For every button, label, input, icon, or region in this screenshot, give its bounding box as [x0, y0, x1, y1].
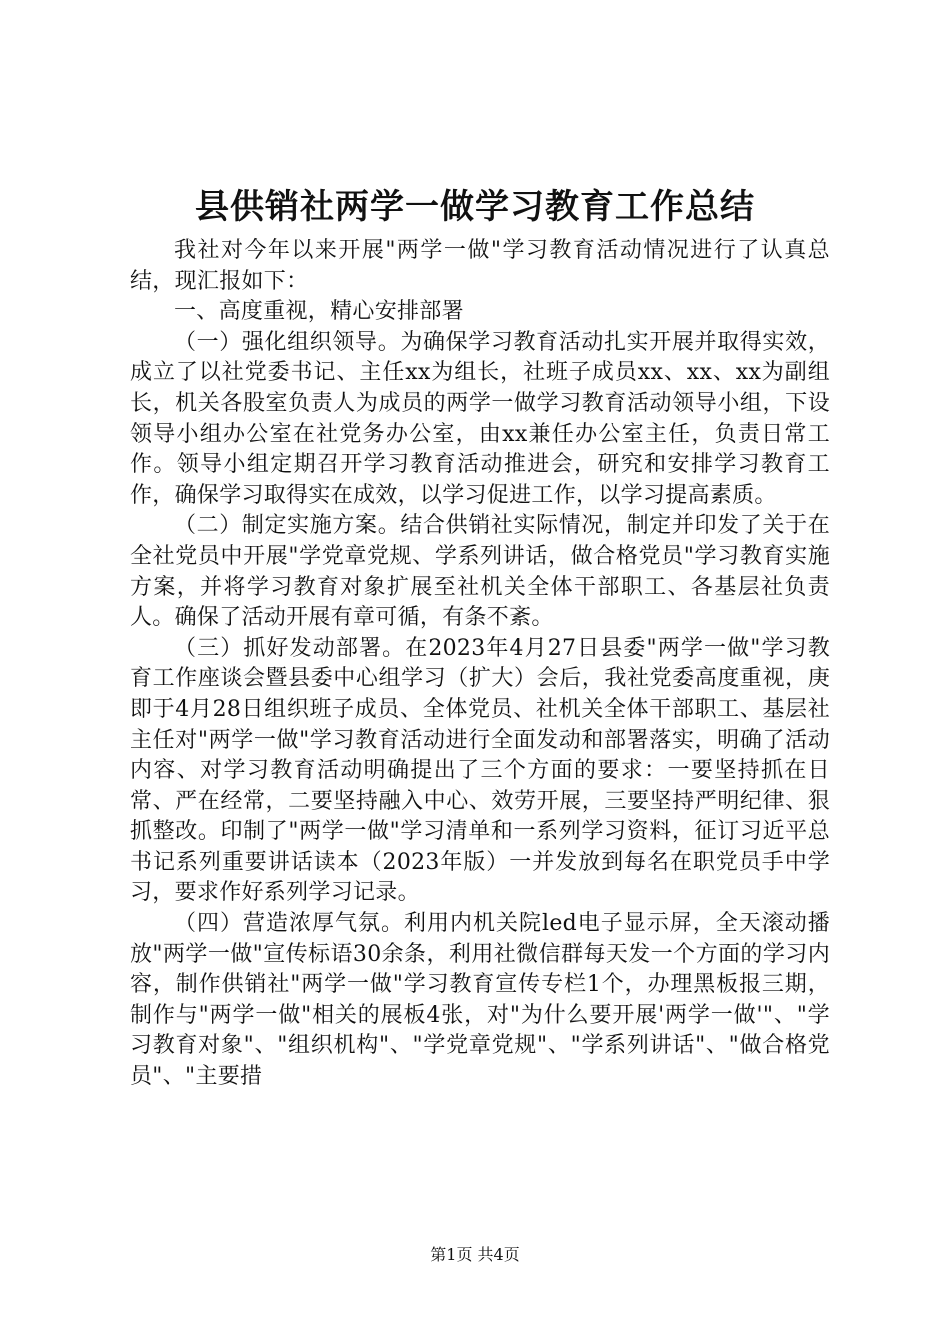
- page-footer: 第1页 共4页: [430, 1245, 520, 1264]
- document-title: 县供销社两学一做学习教育工作总结: [195, 187, 755, 227]
- section-heading-1: 一、高度重视，精心安排部署: [174, 299, 464, 325]
- paragraph-organization: （一）强化组织领导。为确保学习教育活动扎实开展并取得实效，成立了以社党委书记、主任xx为组长，社班子成员xx、xx、xx为副组长，机关各股室负责人为成员的两学一做学习教育活动领导小组，下设领导小组办公室在社党务办公室，由xx兼任办公室主任，负责日常工作。领导小组定期召开学习教育活动推进会，研究和安排学习教育工作，确保学习取得实在成效，以学习促进工作，以学习提高素质。: [130, 329, 830, 508]
- paragraph-intro: 我社对今年以来开展"两学一做"学习教育活动情况进行了认真总结，现汇报如下：: [130, 238, 830, 294]
- paragraph-mobilization: （三）抓好发动部署。在2023年4月27日县委"两学一做"学习教育工作座谈会暨县委中心组学习（扩大）会后，我社党委高度重视，庚即于4月28日组织班子成员、全体党员、社机关全体干部职工、基层社主任对"两学一做"学习教育活动进行全面发动和部署落实，明确了活动内容、对学习教育活动明确提出了三个方面的要求：一要坚持抓在日常、严在经常，二要坚持融入中心、效劳开展，三要坚持严明纪律、狠抓整改。印制了"两学一做"学习清单和一系列学习资料，征订习近平总书记系列重要讲话读本（2023年版）一并发放到每名在职党员手中学习，要求作好系列学习记录。: [130, 635, 830, 906]
- paragraph-atmosphere: （四）营造浓厚气氛。利用内机关院led电子显示屏，全天滚动播放"两学一做"宣传标语30余条，利用社微信群每天发一个方面的学习内容，制作供销社"两学一做"学习教育宣传专栏1个，办理黑板报三期，制作与"两学一做"相关的展板4张，对"为什么要开展'两学一做'"、"学习教育对象"、"组织机构"、"学党章党规"、"学系列讲话"、"做合格党员"、"主要措: [130, 911, 830, 1090]
- document-body: [130, 236, 830, 1093]
- paragraph-plan: （二）制定实施方案。结合供销社实际情况，制定并印发了关于在全社党员中开展"学党章党规、学系列讲话，做合格党员"学习教育实施方案，并将学习教育对象扩展至社机关全体干部职工、各基层社负责人。确保了活动开展有章可循，有条不紊。: [130, 513, 830, 631]
